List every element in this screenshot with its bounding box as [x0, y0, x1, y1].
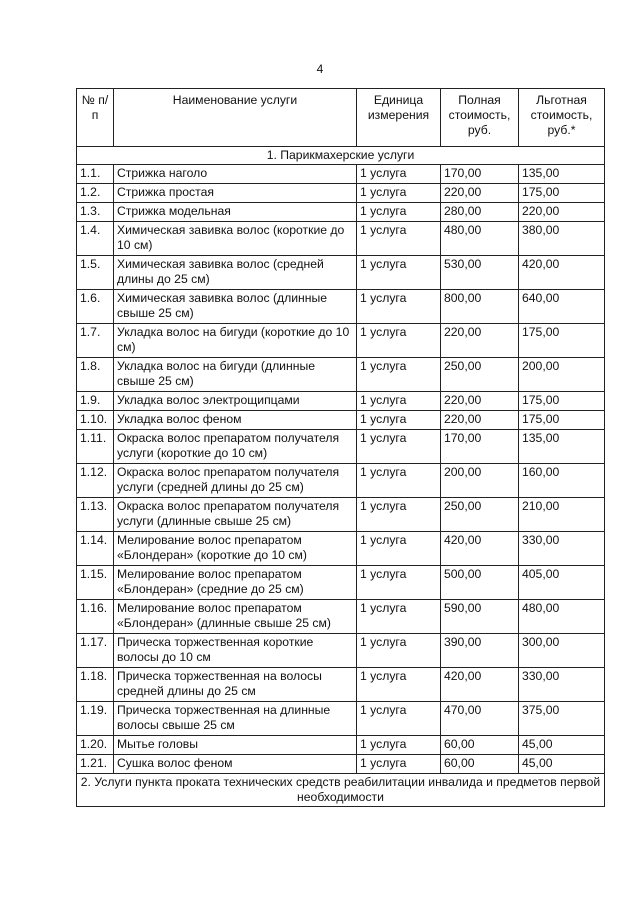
row-number: 1.12.	[77, 464, 114, 498]
discount-price: 210,00	[519, 498, 605, 532]
discount-price: 160,00	[519, 464, 605, 498]
full-price: 60,00	[441, 755, 519, 774]
discount-price: 375,00	[519, 702, 605, 736]
table-row	[77, 411, 605, 430]
discount-price: 300,00	[519, 634, 605, 668]
discount-price: 405,00	[519, 566, 605, 600]
full-price: 200,00	[441, 464, 519, 498]
row-number: 1.4.	[77, 222, 114, 256]
table-row	[77, 324, 605, 358]
full-price: 590,00	[441, 600, 519, 634]
discount-price: 175,00	[519, 184, 605, 203]
header-discount-price: Льготная стоимость, руб.*	[519, 89, 605, 147]
unit-of-measure: 1 услуга	[357, 203, 441, 222]
table-row	[77, 668, 605, 702]
row-number: 1.16.	[77, 600, 114, 634]
full-price: 220,00	[441, 411, 519, 430]
service-name: Прическа торжественная короткие волосы до 10 см	[114, 634, 357, 668]
table-row	[77, 222, 605, 256]
full-price: 170,00	[441, 430, 519, 464]
discount-price: 420,00	[519, 256, 605, 290]
table-row	[77, 464, 605, 498]
row-number: 1.11.	[77, 430, 114, 464]
section-title-hairdressing: 1. Парикмахерские услуги	[77, 147, 605, 165]
unit-of-measure: 1 услуга	[357, 532, 441, 566]
table-row	[77, 290, 605, 324]
table-row	[77, 498, 605, 532]
service-name: Химическая завивка волос (короткие до 10 см)	[114, 222, 357, 256]
unit-of-measure: 1 услуга	[357, 222, 441, 256]
unit-of-measure: 1 услуга	[357, 392, 441, 411]
table-row	[77, 702, 605, 736]
table-row	[77, 256, 605, 290]
service-name: Мелирование волос препаратом «Блондеран» (длинные свыше 25 см)	[114, 600, 357, 634]
unit-of-measure: 1 услуга	[357, 498, 441, 532]
row-number: 1.9.	[77, 392, 114, 411]
discount-price: 135,00	[519, 165, 605, 184]
discount-price: 175,00	[519, 411, 605, 430]
table-row	[77, 736, 605, 755]
full-price: 470,00	[441, 702, 519, 736]
unit-of-measure: 1 услуга	[357, 600, 441, 634]
row-number: 1.5.	[77, 256, 114, 290]
full-price: 250,00	[441, 358, 519, 392]
table-row	[77, 203, 605, 222]
row-number: 1.10.	[77, 411, 114, 430]
service-name: Укладка волос электрощипцами	[114, 392, 357, 411]
discount-price: 175,00	[519, 324, 605, 358]
full-price: 250,00	[441, 498, 519, 532]
section-row	[77, 147, 605, 165]
table-row	[77, 358, 605, 392]
discount-price: 135,00	[519, 430, 605, 464]
discount-price: 200,00	[519, 358, 605, 392]
unit-of-measure: 1 услуга	[357, 358, 441, 392]
row-number: 1.13.	[77, 498, 114, 532]
header-unit: Единица измерения	[357, 89, 441, 147]
row-number: 1.14.	[77, 532, 114, 566]
header-service-name: Наименование услуги	[114, 89, 357, 147]
table-row	[77, 634, 605, 668]
row-number: 1.15.	[77, 566, 114, 600]
discount-price: 175,00	[519, 392, 605, 411]
table-row	[77, 430, 605, 464]
row-number: 1.1.	[77, 165, 114, 184]
service-name: Сушка волос феном	[114, 755, 357, 774]
service-name: Окраска волос препаратом получателя услуги (короткие до 10 см)	[114, 430, 357, 464]
discount-price: 640,00	[519, 290, 605, 324]
discount-price: 220,00	[519, 203, 605, 222]
row-number: 1.8.	[77, 358, 114, 392]
service-name: Стрижка простая	[114, 184, 357, 203]
unit-of-measure: 1 услуга	[357, 184, 441, 203]
table-row	[77, 600, 605, 634]
full-price: 60,00	[441, 736, 519, 755]
service-name: Стрижка наголо	[114, 165, 357, 184]
service-name: Мелирование волос препаратом «Блондеран» (средние до 25 см)	[114, 566, 357, 600]
unit-of-measure: 1 услуга	[357, 256, 441, 290]
services-price-table	[76, 88, 605, 807]
unit-of-measure: 1 услуга	[357, 411, 441, 430]
service-name: Химическая завивка волос (средней длины до 25 см)	[114, 256, 357, 290]
service-name: Химическая завивка волос (длинные свыше 25 см)	[114, 290, 357, 324]
full-price: 220,00	[441, 392, 519, 411]
unit-of-measure: 1 услуга	[357, 755, 441, 774]
discount-price: 480,00	[519, 600, 605, 634]
service-name: Мелирование волос препаратом «Блондеран» (короткие до 10 см)	[114, 532, 357, 566]
unit-of-measure: 1 услуга	[357, 736, 441, 755]
service-name: Укладка волос на бигуди (короткие до 10 см)	[114, 324, 357, 358]
row-number: 1.6.	[77, 290, 114, 324]
table-row	[77, 532, 605, 566]
discount-price: 45,00	[519, 736, 605, 755]
table-row	[77, 566, 605, 600]
discount-price: 330,00	[519, 532, 605, 566]
unit-of-measure: 1 услуга	[357, 566, 441, 600]
service-name: Укладка волос феном	[114, 411, 357, 430]
row-number: 1.20.	[77, 736, 114, 755]
table-row	[77, 392, 605, 411]
table-header-row	[77, 89, 605, 147]
table-row	[77, 165, 605, 184]
full-price: 280,00	[441, 203, 519, 222]
unit-of-measure: 1 услуга	[357, 464, 441, 498]
unit-of-measure: 1 услуга	[357, 634, 441, 668]
row-number: 1.7.	[77, 324, 114, 358]
service-name: Прическа торжественная на волосы средней длины до 25 см	[114, 668, 357, 702]
table-row	[77, 184, 605, 203]
full-price: 220,00	[441, 184, 519, 203]
page-number: 4	[316, 62, 324, 76]
table-row	[77, 755, 605, 774]
header-full-price: Полная стоимость, руб.	[441, 89, 519, 147]
full-price: 420,00	[441, 532, 519, 566]
section-row	[77, 774, 605, 807]
service-name: Окраска волос препаратом получателя услуги (длинные свыше 25 см)	[114, 498, 357, 532]
unit-of-measure: 1 услуга	[357, 165, 441, 184]
full-price: 500,00	[441, 566, 519, 600]
unit-of-measure: 1 услуга	[357, 324, 441, 358]
service-name: Окраска волос препаратом получателя услуги (средней длины до 25 см)	[114, 464, 357, 498]
row-number: 1.18.	[77, 668, 114, 702]
full-price: 800,00	[441, 290, 519, 324]
discount-price: 330,00	[519, 668, 605, 702]
unit-of-measure: 1 услуга	[357, 702, 441, 736]
section-title-rental: 2. Услуги пункта проката технических средств реабилитации инвалида и предметов первой необходимости	[77, 774, 605, 807]
full-price: 480,00	[441, 222, 519, 256]
full-price: 420,00	[441, 668, 519, 702]
unit-of-measure: 1 услуга	[357, 430, 441, 464]
full-price: 530,00	[441, 256, 519, 290]
row-number: 1.21.	[77, 755, 114, 774]
row-number: 1.19.	[77, 702, 114, 736]
unit-of-measure: 1 услуга	[357, 668, 441, 702]
service-name: Прическа торжественная на длинные волосы свыше 25 см	[114, 702, 357, 736]
full-price: 170,00	[441, 165, 519, 184]
full-price: 220,00	[441, 324, 519, 358]
row-number: 1.2.	[77, 184, 114, 203]
full-price: 390,00	[441, 634, 519, 668]
service-name: Мытье головы	[114, 736, 357, 755]
discount-price: 380,00	[519, 222, 605, 256]
discount-price: 45,00	[519, 755, 605, 774]
header-number: № п/п	[77, 89, 114, 147]
service-name: Стрижка модельная	[114, 203, 357, 222]
row-number: 1.17.	[77, 634, 114, 668]
service-name: Укладка волос на бигуди (длинные свыше 25 см)	[114, 358, 357, 392]
unit-of-measure: 1 услуга	[357, 290, 441, 324]
row-number: 1.3.	[77, 203, 114, 222]
